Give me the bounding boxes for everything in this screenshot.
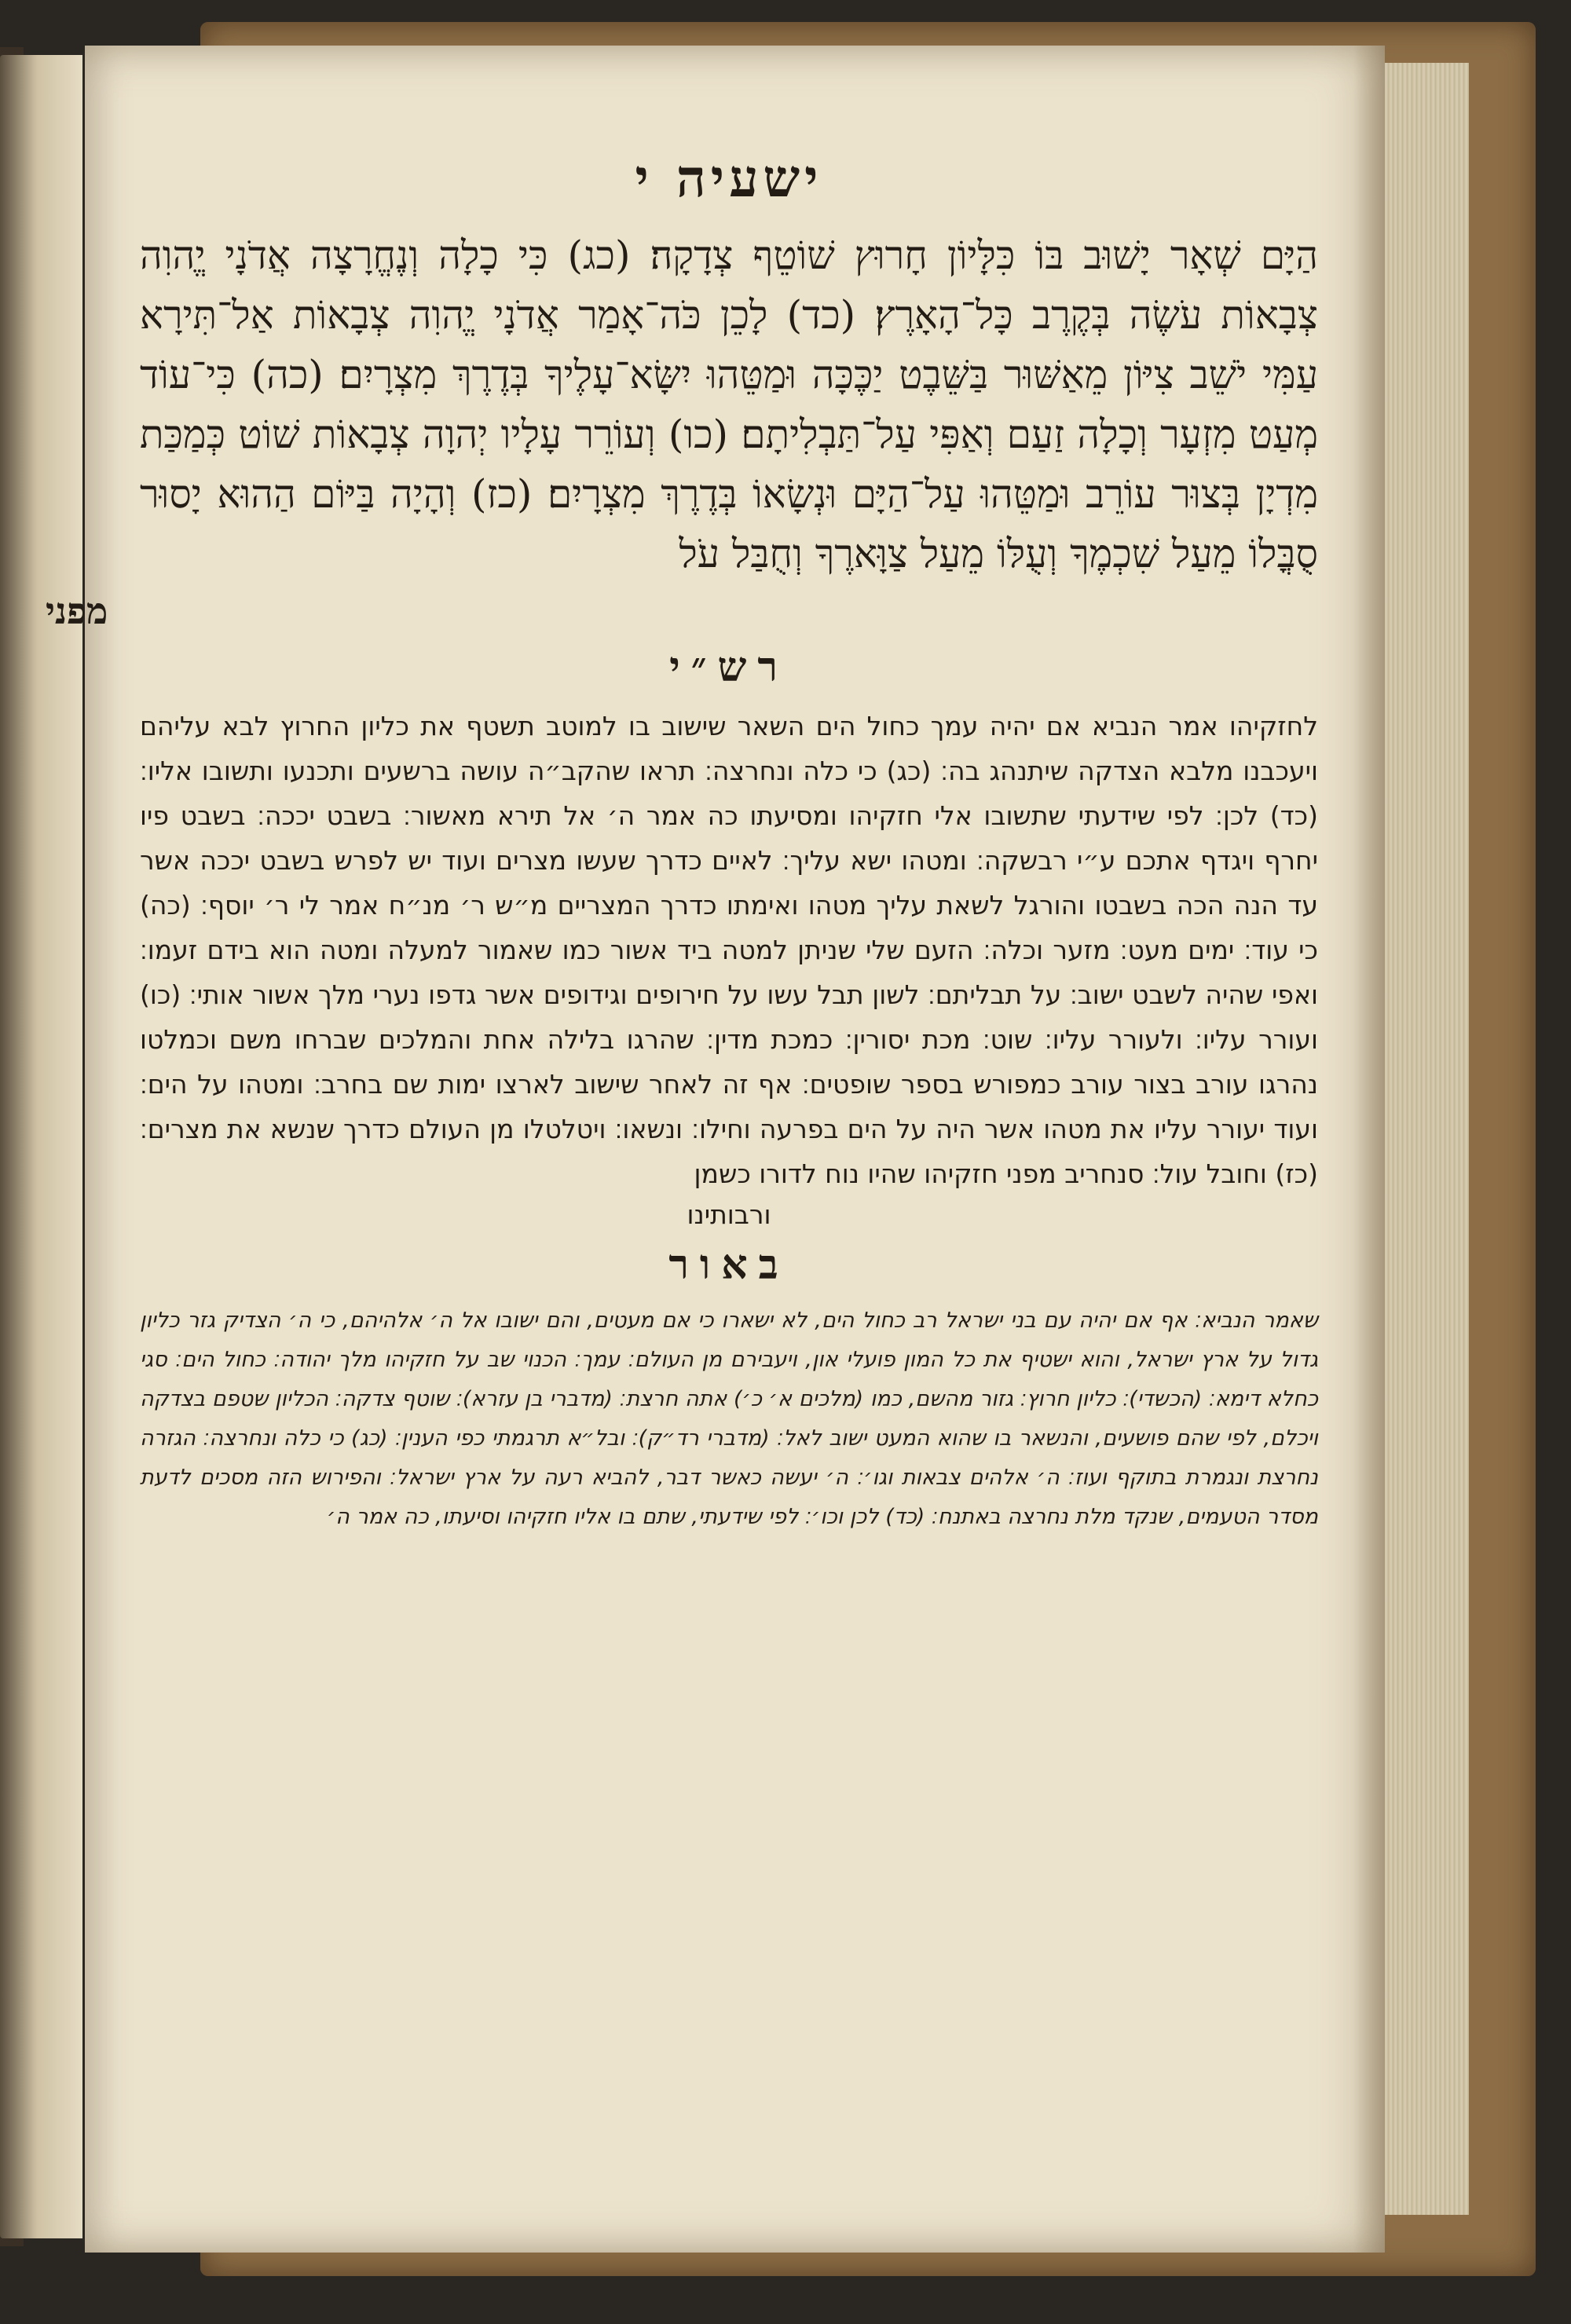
biur-heading: באור xyxy=(668,1241,789,1289)
scripture-text: הַיָּם שְׁאָר יָשׁוּב בּוֹ כִּלָּיוֹן חָרוּץ שׁוֹטֵף צְדָקָה׃ (כג) כִּי כָלָה וְנֶחֱרָצָה אֲדֹנָי יֱהוִה צְבָאוֹת עֹשֶׂה בְּקֶרֶב כָּל־הָאָרֶץ׃ (כד) לָכֵן כֹּה־אָמַר אֲדֹנָי יֱהוִה צְבָאוֹת אַל־תִּירָא עַמִּי יֹשֵׁב צִיּוֹן מֵאַשּׁוּר בַּשֵּׁבֶט יַכֶּכָּה וּמַטֵּהוּ יִשָּׂא־עָלֶיךָ בְּדֶרֶךְ מִצְרָיִם׃ (כה) כִּי־עוֹד מְעַט מִזְעָר וְכָלָה זַעַם וְאַפִּי עַל־תַּבְלִיתָם׃ (כו) וְעוֹרֵר עָלָיו יְהוָה צְבָאוֹת שׁוֹט כְּמַכַּת מִדְיָן בְּצוּר עוֹרֵב וּמַטֵּהוּ עַל־הַיָּם וּנְשָׂאוֹ בְּדֶרֶךְ מִצְרָיִם׃ (כז) וְהָיָה בַּיּוֹם הַהוּא יָסוּר סֻבֳּלוֹ מֵעַל שִׁכְמֶךָ וְעֻלּוֹ מֵעַל צַוָּארֶךָ וְחֻבַּל עֹל xyxy=(140,232,1318,576)
rashi-heading: רש״י xyxy=(669,643,789,691)
rashi-catchword: ורבותינו xyxy=(687,1199,771,1230)
page-content xyxy=(46,148,1318,1537)
running-head: ישעיה י xyxy=(635,148,823,209)
book-page xyxy=(46,46,1385,2253)
biur-commentary: שאמר הנביא׃ אף אם יהיה עם בני ישראל רב כחול הים, לא ישארו כי אם מעטים, והם ישובו אל ה׳ אלהיהם, כי ה׳ הצדיק גזר כליון גדול על ארץ ישראל, והוא ישטיף את כל המון פועלי און, ויעבירם מן העולם׃ עמך׃ הכנוי שב על חזקיהו מלך יהודה׃ כחול הים׃ סגי כחלא דימא׃ (הכשדי)׃ כליון חרוץ׃ גזור מהשם, כמו (מלכים א׳ כ׳) אתה חרצת׃ (מדברי בן עזרא)׃ שוטף צדקה׃ הכליון שטפם בצדקה ויכלם, לפי שהם פושעים, והנשאר בו שהוא המעט ישוב לאל׃ (מדברי רד״ק)׃ ובל״א תרגמתי כפי הענין׃ (כג) כי כלה ונחרצה׃ הגזרה נחרצת ונגמרת בתוקף ועוז׃ ה׳ אלהים צבאות וגו׳׃ ה׳ יעשה כאשר דבר, להביא רעה על ארץ ישראל׃ והפירוש הזה מסכים לדעת מסדר הטעמים, שנקד מלת נחרצה באתנח׃ (כד) לכן וכו׳׃ לפי שידעתי, שתם בו אליו חזקיהו וסיעתו, כה אמר ה׳ xyxy=(140,1308,1318,1529)
gutter-shadow xyxy=(1353,46,1385,2253)
verses-catchword: מפני xyxy=(46,590,108,632)
rashi-commentary: לחזקיהו אמר הנביא אם יהיה עמך כחול הים השאר שישוב בו למוטב תשטף את כליון החרוץ לבא עליהם ויעכבנו מלבא הצדקה שיתנהג בה׃ (כג) כי כלה ונחרצה׃ תראו שהקב״ה עושה ברשעים ותכנעו ותשובו אליו׃ (כד) לכן׃ לפי שידעתי שתשובו אלי חזקיהו ומסיעתו כה אמר ה׳ אל תירא מאשור׃ בשבט יככה׃ בשבט פיו יחרף ויגדף אתכם ע״י רבשקה׃ ומטהו ישא עליך׃ לאיים כדרך שעשו מצרים ועוד יש לפרש בשבט יככה אשר עד הנה הכה בשבטו והורגל לשאת עליך מטהו ואימתו כדרך המצריים מ״ש ר׳ מנ״ח אמר לי ר׳ יוסף׃ (כה) כי עוד׃ ימים מעט׃ מזער וכלה׃ הזעם שלי שניתן למטה ביד אשור כמו שאמור למעלה ומטה הוא בידם זעמו׃ ואפי שהיה לשבט ישוב׃ על תבליתם׃ לשון תבל עשו על חירופים וגידופים אשר גדפו נערי מלך אשור אותי׃ (כו) ועורר עליו׃ ולעורר עליו׃ שוט׃ מכת יסורין׃ כמכת מדין׃ שהרגו בלילה אחת והמלכים שברחו משם וכמלטו נהרגו עורב בצור עורב כמפורש בספר שופטים׃ אף זה לאחר שישוב לארצו ימות שם בחרב׃ ומטהו על הים׃ ועוד יעורר עליו את מטהו אשר היה על הים בפרעה וחילו׃ ונשאו׃ ויטלטלו מן העולם כדרך שנשא את מצרים׃ (כז) וחובל עול׃ סנחריב מפני חזקיהו שהיו נוח לדורו כשמן xyxy=(140,711,1318,1189)
facing-page-edge xyxy=(0,55,82,2238)
